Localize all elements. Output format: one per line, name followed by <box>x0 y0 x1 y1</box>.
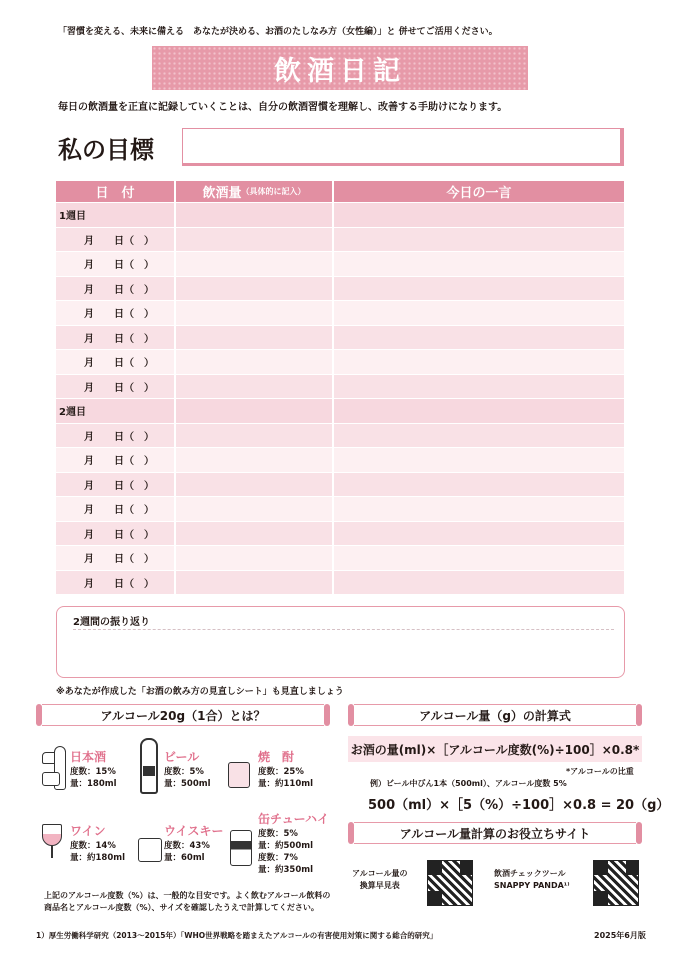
diary-header-row <box>56 181 624 203</box>
subtitle: 毎日の飲酒量を正直に記録していくことは、自分の飲酒習慣を理解し、改善する手助けになります。 <box>58 102 508 113</box>
week-label: 1週目 <box>59 211 86 223</box>
formula-heading <box>348 704 642 726</box>
day-date-label: 月 日（ ） <box>84 284 154 296</box>
amount-cell[interactable] <box>176 448 334 473</box>
day-date-label: 月 日（ ） <box>84 529 154 541</box>
drink-name-sake: 日本酒 <box>70 750 107 764</box>
week-label: 2週目 <box>59 407 86 419</box>
drink-info-chuhai: 度数：5% 量：約500ml 度数：7% 量：約350ml <box>258 829 314 875</box>
amount-cell[interactable] <box>176 424 334 449</box>
day-row <box>56 252 624 277</box>
alcohol20-heading-text: アルコール20g（1合）とは？ <box>100 708 266 723</box>
site2-label: 飲酒チェックツール SNAPPY PANDA¹⁾ <box>494 869 570 890</box>
formula-example: 例）ビール中びん1本（500ml）、アルコール度数 5% <box>370 779 567 788</box>
day-row <box>56 326 624 351</box>
drink-name-chuhai: 缶チューハイ <box>258 812 330 826</box>
day-date-label: 月 日（ ） <box>84 235 154 247</box>
day-row <box>56 350 624 375</box>
formula-heading-box <box>348 704 642 726</box>
amount-cell[interactable] <box>176 301 334 326</box>
comment-cell[interactable] <box>334 448 624 473</box>
day-date-label: 月 日（ ） <box>84 554 154 566</box>
formula-heading-text: アルコール量（g）の計算式 <box>419 708 571 723</box>
comment-cell[interactable] <box>334 571 624 596</box>
site1-label: アルコール量の 換算早見表 <box>352 869 408 890</box>
title-band <box>152 46 528 90</box>
amount-cell[interactable] <box>176 399 334 424</box>
day-row <box>56 424 624 449</box>
comment-cell[interactable] <box>334 522 624 547</box>
amount-cell[interactable] <box>176 473 334 498</box>
date-cell[interactable] <box>56 546 176 571</box>
day-row <box>56 375 624 400</box>
date-cell[interactable] <box>56 497 176 522</box>
amount-cell[interactable] <box>176 546 334 571</box>
day-row <box>56 301 624 326</box>
comment-cell[interactable] <box>334 252 624 277</box>
sites-heading <box>348 822 642 844</box>
day-row <box>56 571 624 596</box>
comment-cell[interactable] <box>334 546 624 571</box>
alcohol-footnote: 上記のアルコール度数（%）は、一般的な目安です。よく飲むアルコール飲料の 商品名とアルコール度数（%）、サイズを確認したうえで計算してください。 <box>44 891 331 912</box>
drink-name-whisky: ウイスキー <box>164 824 224 838</box>
col-amount-note: （具体的に記入） <box>241 187 306 196</box>
drink-info-shochu: 度数：25% 量：約110ml <box>258 767 314 789</box>
comment-cell[interactable] <box>334 497 624 522</box>
amount-cell[interactable] <box>176 375 334 400</box>
amount-cell[interactable] <box>176 326 334 351</box>
day-row <box>56 448 624 473</box>
comment-cell[interactable] <box>334 350 624 375</box>
date-cell[interactable] <box>56 228 176 253</box>
col-amount-header <box>176 181 334 203</box>
day-row <box>56 522 624 547</box>
amount-cell[interactable] <box>176 571 334 596</box>
drink-name-beer: ビール <box>164 750 200 764</box>
comment-cell[interactable] <box>334 228 624 253</box>
day-date-label: 月 日（ ） <box>84 260 154 272</box>
intro-text: 「習慣を変える、未来に備える あなたが決める、お酒のたしなみ方（女性編）」と 併せてご活用ください。 <box>58 27 498 37</box>
formula-calculation: 500（ml）×［5（%）÷100］×0.8 = 20（g） <box>368 798 670 813</box>
drink-info-wine: 度数：14% 量：約180ml <box>70 841 126 863</box>
comment-cell[interactable] <box>334 326 624 351</box>
date-cell[interactable] <box>56 424 176 449</box>
comment-cell[interactable] <box>334 424 624 449</box>
site1-qr-code[interactable] <box>427 860 473 906</box>
review-label: 2週間の振り返り <box>73 617 150 628</box>
col-date-header: 日 付 <box>56 181 176 203</box>
review-box[interactable] <box>56 606 625 678</box>
comment-cell[interactable] <box>334 375 624 400</box>
day-date-label: 月 日（ ） <box>84 456 154 468</box>
day-row <box>56 497 624 522</box>
date-cell[interactable] <box>56 252 176 277</box>
wine-stem-icon <box>51 846 53 858</box>
amount-cell[interactable] <box>176 228 334 253</box>
alcohol20-heading <box>36 704 330 726</box>
drink-name-wine: ワイン <box>70 824 106 838</box>
sites-heading-box <box>348 822 642 844</box>
amount-cell[interactable] <box>176 203 334 228</box>
amount-cell[interactable] <box>176 497 334 522</box>
page-title: 飲酒日記 <box>274 55 406 87</box>
col-comment-header: 今日の一言 <box>334 181 624 203</box>
day-date-label: 月 日（ ） <box>84 309 154 321</box>
day-date-label: 月 日（ ） <box>84 382 154 394</box>
drink-info-beer: 度数：5% 量：500ml <box>164 767 211 789</box>
date-cell[interactable] <box>56 571 176 596</box>
day-date-label: 月 日（ ） <box>84 578 154 590</box>
date-cell[interactable] <box>56 277 176 302</box>
week-row <box>56 399 624 424</box>
amount-cell[interactable] <box>176 522 334 547</box>
comment-cell[interactable] <box>334 399 624 424</box>
review-line <box>73 629 614 630</box>
day-date-label: 月 日（ ） <box>84 431 154 443</box>
day-row <box>56 546 624 571</box>
drink-info-whisky: 度数：43% 量：60ml <box>164 841 210 863</box>
chuhai-can-icon <box>230 830 252 866</box>
goal-input[interactable] <box>182 128 624 166</box>
week-row <box>56 203 624 228</box>
drink-name-shochu: 焼 酎 <box>258 750 295 764</box>
col-amount-label: 飲酒量 <box>202 186 242 201</box>
site2-qr-code[interactable] <box>593 860 639 906</box>
reference-note: 1）厚生労働科学研究（2013～2015年）「WHO世界戦略を踏まえたアルコールの有害使用対策に関する総合的研究」 <box>36 931 438 940</box>
sake-glass-icon <box>42 772 60 786</box>
goal-label: 私の目標 <box>58 136 154 164</box>
day-date-label: 月 日（ ） <box>84 505 154 517</box>
week-cell <box>56 203 176 228</box>
comment-cell[interactable] <box>334 203 624 228</box>
day-date-label: 月 日（ ） <box>84 358 154 370</box>
date-cell[interactable] <box>56 375 176 400</box>
date-cell[interactable] <box>56 522 176 547</box>
alcohol20-heading-box <box>36 704 330 726</box>
comment-cell[interactable] <box>334 473 624 498</box>
shochu-glass-icon <box>228 762 250 788</box>
wine-glass-icon <box>42 824 62 846</box>
date-cell[interactable] <box>56 326 176 351</box>
day-row <box>56 228 624 253</box>
diary-table <box>56 181 624 595</box>
date-cell[interactable] <box>56 448 176 473</box>
sites-heading-text: アルコール量計算のお役立ちサイト <box>399 826 591 841</box>
comment-cell[interactable] <box>334 301 624 326</box>
day-date-label: 月 日（ ） <box>84 480 154 492</box>
beer-label-icon <box>143 766 155 776</box>
drink-info-sake: 度数：15% 量：180ml <box>70 767 117 789</box>
date-cell[interactable] <box>56 350 176 375</box>
amount-cell[interactable] <box>176 350 334 375</box>
formula-asterisk-note: *アルコールの比重 <box>566 767 634 776</box>
comment-cell[interactable] <box>334 277 624 302</box>
day-row <box>56 473 624 498</box>
whisky-glass-icon <box>138 838 162 862</box>
amount-cell[interactable] <box>176 252 334 277</box>
date-cell[interactable] <box>56 473 176 498</box>
review-note: ※あなたが作成した「お酒の飲み方の見直しシート」も見直しましょう <box>56 687 344 697</box>
formula-main: お酒の量(ml)×［アルコール度数(%)÷100］×0.8* <box>348 736 642 762</box>
amount-cell[interactable] <box>176 277 334 302</box>
day-date-label: 月 日（ ） <box>84 333 154 345</box>
version-label: 2025年6月版 <box>594 931 646 940</box>
day-row <box>56 277 624 302</box>
week-cell <box>56 399 176 424</box>
date-cell[interactable] <box>56 301 176 326</box>
